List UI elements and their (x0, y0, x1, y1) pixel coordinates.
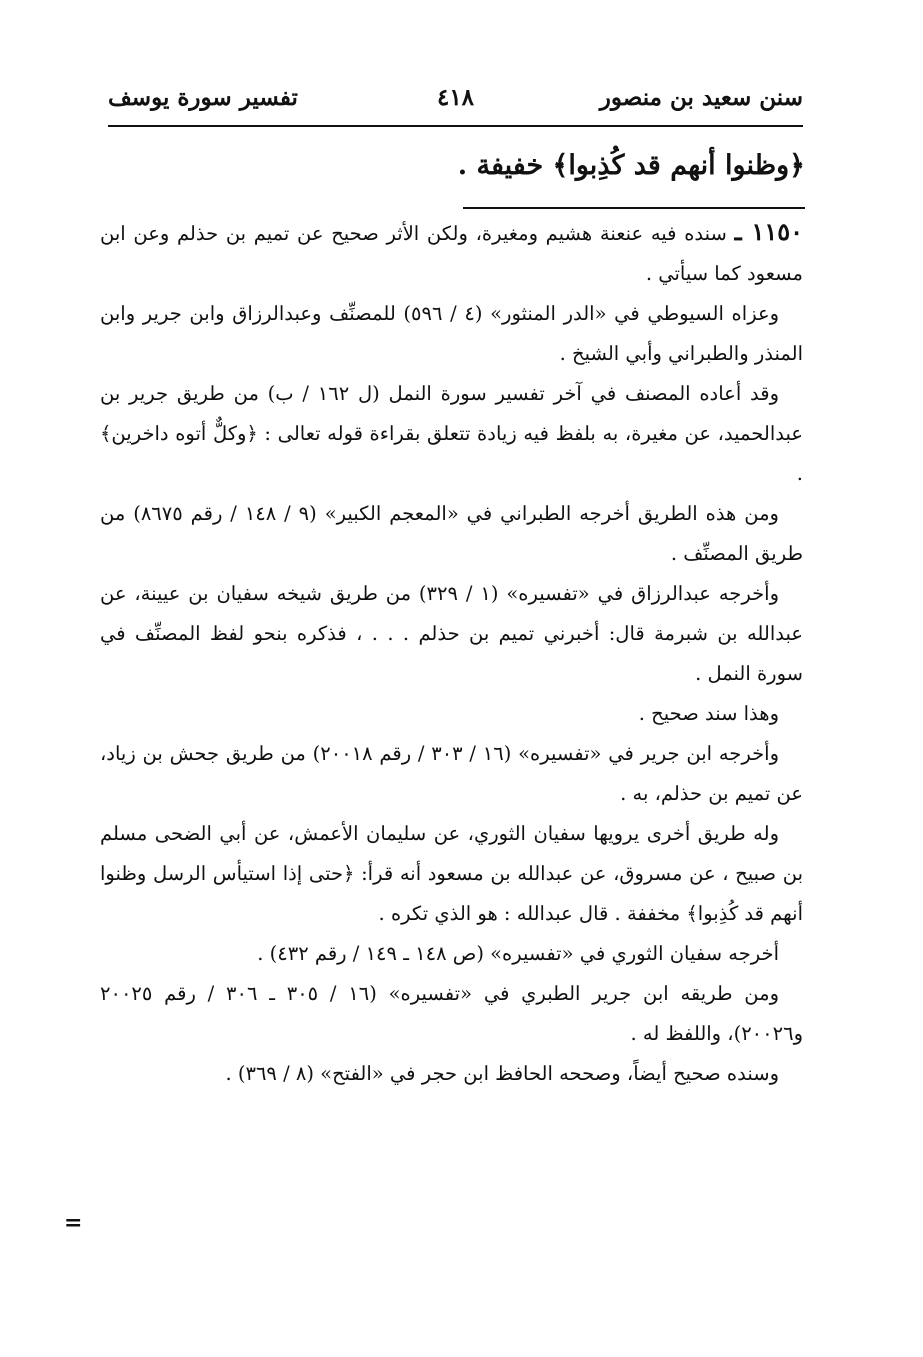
page-header (108, 84, 803, 124)
book-title: سنن سعيد بن منصور (599, 84, 803, 111)
paragraph-3: وقد أعاده المصنف في آخر تفسير سورة النمل (ل ١٦٢ / ب) من طريق جرير بن عبدالحميد، عن مغيرة، به بلفظ فيه زيادة تتعلق بقراءة قوله تعالى : ﴿وكلٌّ أتوه داخرين﴾ . (100, 382, 803, 485)
heading-divider (463, 207, 805, 209)
paragraph-5: وأخرجه عبدالرزاق في «تفسيره» (١ / ٣٢٩) من طريق شيخه سفيان بن عيينة، عن عبدالله بن شبرمة قال: أخبرني تميم بن حذلم . . . ، فذكره بنحو لفظ المصنِّف في سورة النمل . (100, 582, 803, 685)
paragraph-1 (100, 212, 803, 294)
paragraph-10: ومن طريقه ابن جرير الطبري في «تفسيره» (١٦ / ٣٠٥ ـ ٣٠٦ / رقم ٢٠٠٢٥ و٢٠٠٢٦)، واللفظ له . (100, 982, 803, 1045)
commentary-body (100, 212, 803, 1094)
continuation-mark: = (64, 1210, 83, 1236)
paragraph-9: أخرجه سفيان الثوري في «تفسيره» (ص ١٤٨ ـ ١٤٩ / رقم ٤٣٢) . (257, 942, 779, 965)
page-number: ٤١٨ (436, 84, 475, 111)
paragraph-8: وله طريق أخرى يرويها سفيان الثوري، عن سليمان الأعمش، عن أبي الضحى مسلم بن صبيح ، عن مسروق، عن عبدالله بن مسعود أنه قرأ: ﴿حتى إذا استيأس الرسل وظنوا أنهم قد كُذِبوا﴾ مخففة . قال عبدالله : هو الذي تكره . (100, 822, 803, 925)
header-divider (108, 125, 803, 127)
paragraph-7: وأخرجه ابن جرير في «تفسيره» (١٦ / ٣٠٣ / رقم ٢٠٠١٨) من طريق جحش بن زياد، عن تميم بن حذلم، به . (100, 742, 803, 805)
paragraph-1-text: سنده فيه عنعنة هشيم ومغيرة، ولكن الأثر صحيح عن تميم بن حذلم وعن ابن مسعود كما سيأتي . (100, 222, 803, 285)
entry-number: ١١٥٠ ـ (734, 217, 803, 246)
section-title: تفسير سورة يوسف (108, 84, 298, 111)
paragraph-6: وهذا سند صحيح . (638, 702, 779, 725)
verse-heading: ﴿وظنوا أنهم قد كُذِبوا﴾ خفيفة . (457, 150, 805, 181)
paragraph-2: وعزاه السيوطي في «الدر المنثور» (٤ / ٥٩٦) للمصنِّف وعبدالرزاق وابن جرير وابن المنذر والطبراني وأبي الشيخ . (100, 302, 803, 365)
paragraph-11: وسنده صحيح أيضاً، وصححه الحافظ ابن حجر في «الفتح» (٨ / ٣٦٩) . (225, 1062, 779, 1085)
paragraph-4: ومن هذه الطريق أخرجه الطبراني في «المعجم الكبير» (٩ / ١٤٨ / رقم ٨٦٧٥) من طريق المصنِّف . (100, 502, 803, 565)
